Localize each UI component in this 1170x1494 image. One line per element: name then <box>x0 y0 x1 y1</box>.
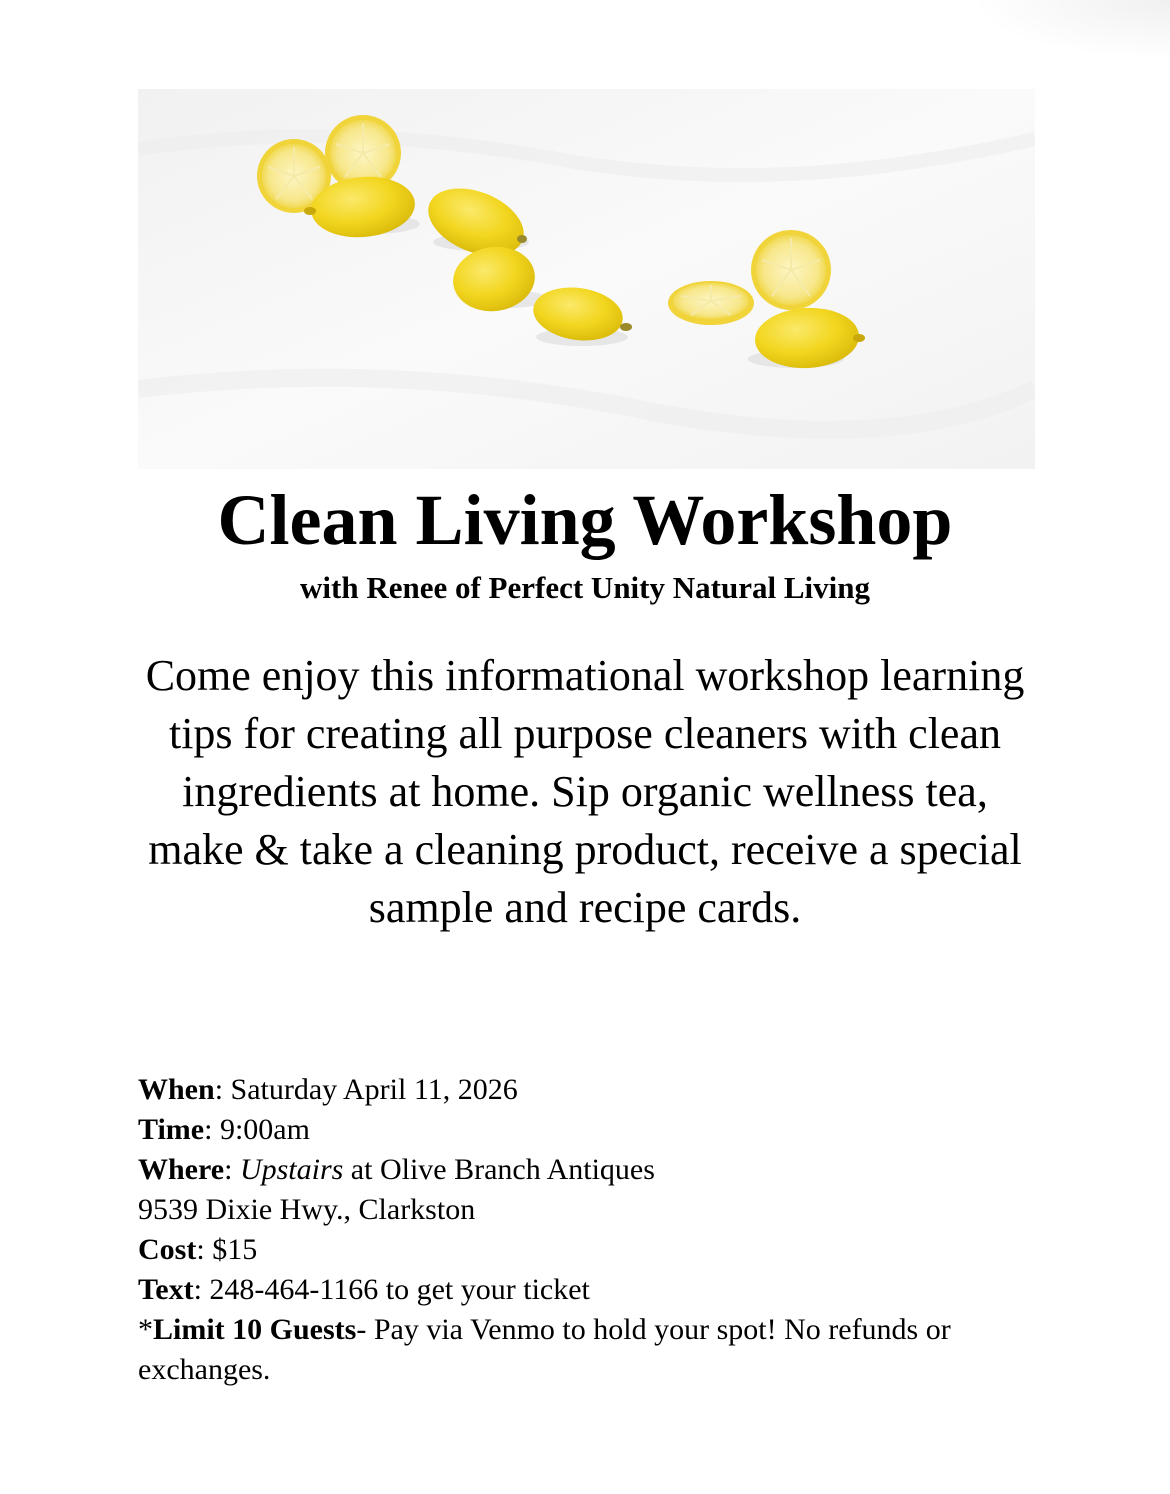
when-row: When: Saturday April 11, 2026 <box>138 1073 518 1106</box>
page-corner-shadow <box>970 0 1170 60</box>
address: 9539 Dixie Hwy., Clarkston <box>138 1193 476 1226</box>
hero-lemons-image <box>138 89 1035 469</box>
limit-label: Limit 10 Guests <box>153 1313 357 1346</box>
when-value: Saturday April 11, 2026 <box>230 1073 518 1106</box>
subtitle: with Renee of Perfect Unity Natural Living <box>300 570 870 605</box>
time-label: Time <box>138 1113 205 1146</box>
time-row: Time: 9:00am <box>138 1113 310 1146</box>
where-emphasis: Upstairs <box>239 1153 344 1186</box>
text-value: 248-464-1166 to get your ticket <box>209 1273 590 1306</box>
where-row: Where: Upstairs at Olive Branch Antiques <box>138 1153 655 1186</box>
limit-prefix: * <box>138 1313 153 1346</box>
cost-label: Cost <box>138 1233 197 1266</box>
cost-row: Cost: $15 <box>138 1233 258 1266</box>
where-label: Where <box>138 1153 225 1186</box>
text-row: Text: 248-464-1166 to get your ticket <box>138 1273 590 1306</box>
where-value: at Olive Branch Antiques <box>343 1153 655 1186</box>
limit-value: - Pay via Venmo to hold your spot! No refunds or exchanges. <box>138 1313 951 1386</box>
lemon-slice-4 <box>751 230 831 310</box>
when-label: When <box>138 1073 215 1106</box>
event-details <box>138 1070 1038 1390</box>
cost-value: $15 <box>212 1233 258 1266</box>
lemon-slice-3 <box>668 281 754 325</box>
page-title: Clean Living Workshop <box>217 480 953 560</box>
workshop-description: Come enjoy this informational workshop learning tips for creating all purpose cleaners with clean ingredients at home. Sip organic wellness tea, make & take a cleaning product, receive a special sample and recipe cards. <box>145 651 1025 932</box>
address-row <box>138 1190 1038 1230</box>
time-value: 9:00am <box>219 1113 310 1146</box>
text-label: Text <box>138 1273 194 1306</box>
limit-row <box>138 1310 1038 1390</box>
lemons-illustration <box>138 89 1035 469</box>
